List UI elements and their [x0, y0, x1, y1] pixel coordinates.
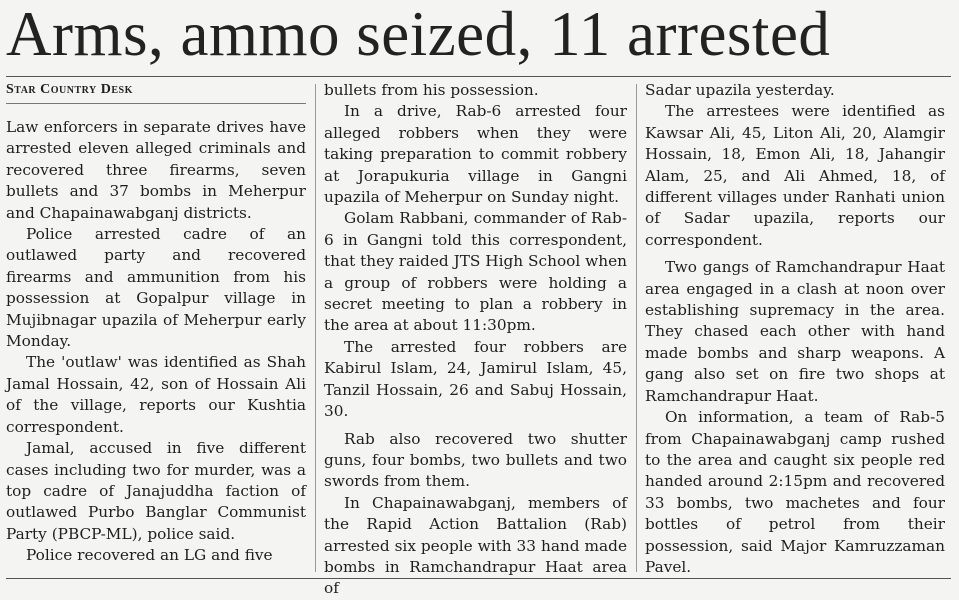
paragraph: Police arrested cadre of an outlawed party and recovered firearms and ammunition from his possession at Gopalpur village in Mujibnagar upazila of Meherpur early Monday. — [6, 225, 306, 351]
paragraph: On information, a team of Rab-5 from Chapainawabganj camp rushed to the area and caught six people red handed around 2:15pm and recovered 33 bombs, two machetes and four bottles of petrol from their possession, said Major Kamruzzaman Pavel. — [645, 408, 945, 576]
paragraph: Two gangs of Ramchandrapur Haat area engaged in a clash at noon over establishing supremacy in the area. They chased each other with hand made bombs and sharp weapons. A gang also set on fire two shops at Ramchandrapur Haat. — [645, 258, 945, 405]
byline-rule — [6, 103, 306, 104]
paragraph: Sadar upazila yesterday. — [645, 81, 835, 99]
column-divider-2 — [636, 84, 637, 572]
paragraph: Law enforcers in separate drives have arrested eleven alleged criminals and recovered three firearms, seven bullets and 37 bombs in Meherpur and Chapainawabganj districts. — [6, 118, 306, 222]
byline: Star Country Desk — [6, 82, 133, 97]
column-divider-1 — [315, 84, 316, 572]
headline: Arms, ammo seized, 11 arrested — [6, 0, 831, 69]
paragraph: The arrestees were identified as Kawsar Ali, 45, Liton Ali, 20, Alamgir Hossain, 18, Emon Ali, 18, Jahangir Alam, 25, and Ali Ahmed, 18, of different villages under Ranhati union of Sadar upazila, reports our correspondent. — [645, 102, 945, 249]
paragraph: The arrested four robbers are Kabirul Islam, 24, Jamirul Islam, 45, Tanzil Hossain, 26 and Sabuj Hossain, 30. — [324, 337, 627, 421]
headline-rule — [6, 76, 951, 77]
paragraph: In Chapainawabganj, members of the Rapid Action Battalion (Rab) arrested six people with 33 hand made bombs in Ramchandrapur Haat area of — [324, 493, 627, 598]
paragraph: bullets from his possession. — [324, 81, 539, 99]
paragraph: Golam Rabbani, commander of Rab-6 in Gangni told this correspondent, that they raided JTS High School when a group of robbers were holding a secret meeting to plan a robbery in the area at about 11:30pm. — [324, 209, 627, 335]
paragraph: In a drive, Rab-6 arrested four alleged robbers when they were taking preparation to commit robbery at Jorapukuria village in Gangni upazila of Meherpur on Sunday night. — [324, 102, 627, 207]
article-column-1 — [6, 117, 306, 567]
article-column-3 — [645, 80, 945, 578]
bottom-rule — [6, 578, 951, 579]
paragraph: Police recovered an LG and five — [26, 546, 273, 565]
paragraph: Jamal, accused in five different cases including two for murder, was a top cadre of Janajuddha faction of outlawed Purbo Banglar Communist Party (PBCP-ML), police said. — [6, 439, 306, 543]
paragraph: The 'outlaw' was identified as Shah Jamal Hossain, 42, son of Hossain Ali of the village, reports our Kushtia correspondent. — [6, 353, 306, 436]
article-column-2 — [324, 80, 627, 600]
paragraph: Rab also recovered two shutter guns, four bombs, two bullets and two swords from them. — [324, 429, 627, 491]
